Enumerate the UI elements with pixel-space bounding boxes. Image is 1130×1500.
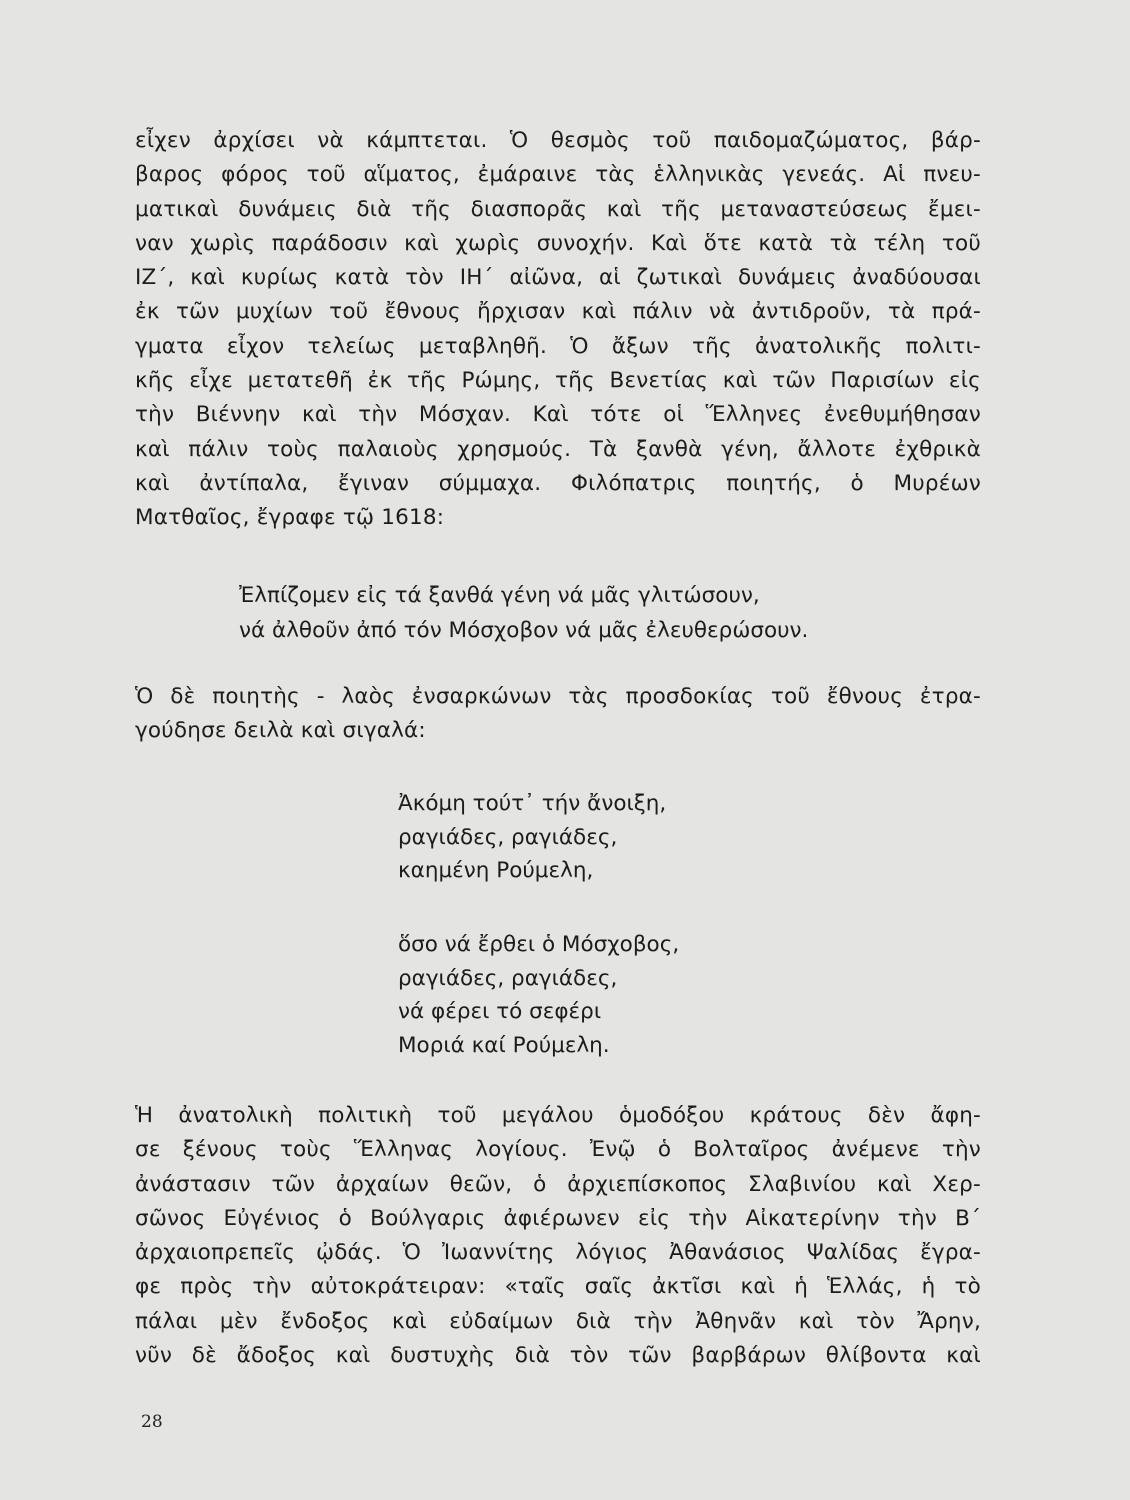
paragraph-intro xyxy=(135,124,981,536)
text-line: ἀνάστασιν τῶν ἀρχαίων θεῶν, ὁ ἀρχιεπίσκοπος Σλαβινίου καὶ Χερ- xyxy=(135,1171,981,1197)
song-line: καημένη Ρούμελη, xyxy=(398,858,594,884)
text-line: σε ξένους τοὺς Ἕλληνας λογίους. Ἐνῷ ὁ Βολταῖρος ἀνέμενε τὴν xyxy=(135,1137,981,1163)
verse-line: Ἐλπίζομεν εἰς τά ξανθά γένη νά μᾶς γλιτώσουν, xyxy=(239,583,760,608)
text-line: κῆς εἶχε μετατεθῆ ἐκ τῆς Ρώμης, τῆς Βενετίας καὶ τῶν Παρισίων εἰς xyxy=(135,368,981,394)
text-line: καὶ πάλιν τοὺς παλαιοὺς χρησμούς. Τὰ ξανθὰ γένη, ἄλλοτε ἐχθρικὰ xyxy=(135,436,981,462)
song-line: Ἀκόμη τούτ᾿ τήν ἄνοιξη, xyxy=(398,791,667,816)
text-line: γούδησε δειλὰ καὶ σιγαλά: xyxy=(135,718,426,744)
text-line: εἶχεν ἀρχίσει νὰ κάμπτεται. Ὁ θεσμὸς τοῦ παιδομαζώματος, βάρ- xyxy=(135,128,981,153)
song-line: ὅσο νά ἔρθει ὁ Μόσχοβος, xyxy=(398,932,680,957)
text-line: ναν χωρὶς παράδοσιν καὶ χωρὶς συνοχήν. Καὶ ὅτε κατὰ τὰ τέλη τοῦ xyxy=(135,230,981,256)
text-line: Ματθαῖος, ἔγραφε τῷ 1618: xyxy=(135,505,445,531)
song-line: ραγιάδες, ραγιάδες, xyxy=(398,965,618,991)
verse-line: νά ἀλθοῦν ἀπό τόν Μόσχοβον νά μᾶς ἐλευθερώσουν. xyxy=(239,618,809,643)
text-line: Ἡ ἀνατολικὴ πολιτικὴ τοῦ μεγάλου ὁμοδόξου κράτους δὲν ἄφη- xyxy=(135,1103,981,1128)
text-line: ἀρχαιοπρεπεῖς ᾠδάς. Ὁ Ἰωαννίτης λόγιος Ἀθανάσιος Ψαλίδας ἔγρα- xyxy=(135,1240,981,1266)
text-line: καὶ ἀντίπαλα, ἔγιναν σύμμαχα. Φιλόπατρις ποιητής, ὁ Μυρέων xyxy=(135,470,981,496)
text-line: πάλαι μὲν ἔνδοξος καὶ εὐδαίμων διὰ τὴν Ἀθηνᾶν καὶ τὸν Ἄρην, xyxy=(135,1308,981,1334)
text-line: νῦν δὲ ἄδοξος καὶ δυστυχὴς διὰ τὸν τῶν βαρβάρων θλίβοντα καὶ xyxy=(135,1343,981,1369)
paragraph-folk-song-intro xyxy=(135,680,981,749)
paragraph-eastern-policy xyxy=(135,1099,981,1373)
text-line: σῶνος Εὐγένιος ὁ Βούλγαρις ἀφιέρωνεν εἰς τὴν Αἰκατερίνην τὴν Β΄ xyxy=(135,1205,981,1231)
song-line: Μοριά καί Ρούμελη. xyxy=(398,1032,610,1058)
text-line: ἐκ τῶν μυχίων τοῦ ἔθνους ἤρχισαν καὶ πάλιν νὰ ἀντιδροῦν, τὰ πρά- xyxy=(135,299,981,325)
song-line: ραγιάδες, ραγιάδες, xyxy=(398,824,618,850)
text-line: βαρος φόρος τοῦ αἵματος, ἐμάραινε τὰς ἑλληνικὰς γενεάς. Αἱ πνευ- xyxy=(135,162,981,188)
song-line: νά φέρει τό σεφέρι xyxy=(398,999,602,1025)
text-line: Ὁ δὲ ποιητὴς - λαὸς ἐνσαρκώνων τὰς προσδοκίας τοῦ ἔθνους ἐτρα- xyxy=(135,684,981,709)
text-line: ματικαὶ δυνάμεις διὰ τῆς διασπορᾶς καὶ τῆς μεταναστεύσεως ἔμει- xyxy=(135,196,981,222)
folk-song-stanza-2 xyxy=(398,928,679,1062)
text-line: ΙΖ΄, καὶ κυρίως κατὰ τὸν ΙΗ΄ αἰῶνα, αἱ ζωτικαὶ δυνάμεις ἀναδύουσαι xyxy=(135,265,981,291)
page-number: 28 xyxy=(141,1412,163,1432)
text-line: γματα εἶχον τελείως μεταβληθῆ. Ὁ ἄξων τῆς ἀνατολικῆς πολιτι- xyxy=(135,333,981,359)
text-line: τὴν Βιέννην καὶ τὴν Μόσχαν. Καὶ τότε οἱ Ἕλληνες ἐνεθυμήθησαν xyxy=(135,402,981,428)
verse-quotation xyxy=(239,578,808,648)
folk-song-stanza-1 xyxy=(398,787,666,888)
text-line: φε πρὸς τὴν αὐτοκράτειραν: «ταῖς σαῖς ἀκτῖσι καὶ ἡ Ἑλλάς, ἡ τὸ xyxy=(135,1274,981,1300)
